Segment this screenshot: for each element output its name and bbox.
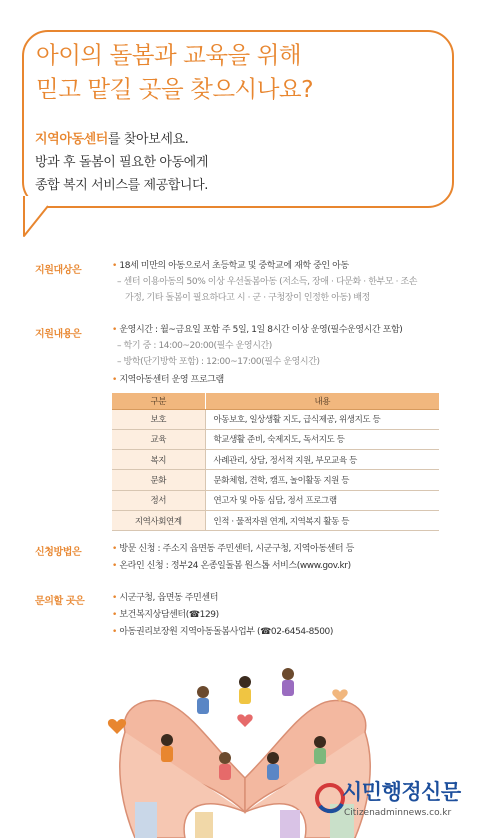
intro-highlight: 지역아동센터 <box>35 132 108 147</box>
target-sub-2: 가정, 기타 돌봄이 필요하다고 시 · 군 · 구청장이 인정한 아동) 배정 <box>125 293 370 303</box>
contact-item-1 <box>112 592 218 604</box>
contact-item-2 <box>112 609 219 621</box>
table-row <box>112 470 439 490</box>
content-item-2-text: 지역아동센터 운영 프로그램 <box>119 375 224 385</box>
target-item-1 <box>112 260 349 272</box>
section-label-content: 지원내용은 <box>35 329 82 340</box>
table-header-category: 구분 <box>112 393 205 409</box>
section-label-apply: 신청방법은 <box>35 547 82 558</box>
bullet-icon: • <box>112 375 120 385</box>
table-row <box>112 450 439 470</box>
logo-url: Citizenadminnews.co.kr <box>344 808 452 818</box>
bullet-icon: • <box>112 261 120 271</box>
content-item-1-text: 운영시간 : 월~금요일 포함 주 5일, 1일 8시간 이상 운영(필수운영시간 포함) <box>119 325 403 335</box>
table-cell-category: 정서 <box>112 490 205 510</box>
table-header-content: 내용 <box>205 393 439 409</box>
intro-text <box>35 128 208 197</box>
headline-line-2: 믿고 맡길 곳을 찾으시나요? <box>36 75 314 103</box>
table-cell-content: 인적 · 물적자원 연계, 지역복지 활동 등 <box>205 510 439 530</box>
table-cell-category: 문화 <box>112 470 205 490</box>
bullet-icon: • <box>112 325 120 335</box>
table-cell-category: 교육 <box>112 429 205 449</box>
bullet-icon: • <box>112 544 120 554</box>
section-label-target: 지원대상은 <box>35 265 82 276</box>
content-item-1 <box>112 324 402 336</box>
table-header-row <box>112 393 439 409</box>
apply-item-1-text: 방문 신청 : 주소지 읍면동 주민센터, 시군구청, 지역아동센터 등 <box>119 544 354 554</box>
contact-item-3 <box>112 626 333 638</box>
intro-line-1: 를 찾아보세요. <box>107 132 189 147</box>
table-row <box>112 490 439 510</box>
headline <box>36 38 313 106</box>
table-cell-category: 지역사회연계 <box>112 510 205 530</box>
table-cell-content: 사례관리, 상담, 정서적 지원, 부모교육 등 <box>205 450 439 470</box>
section-label-contact: 문의할 곳은 <box>35 596 85 607</box>
bullet-icon: • <box>112 593 120 603</box>
target-sub-1: – 센터 이용아동의 50% 이상 우선돌봄아동 (저소득, 장애 · 다문화 · 한부모 · 조손 <box>117 277 418 287</box>
bullet-icon: • <box>112 610 120 620</box>
table-cell-content: 아동보호, 일상생활 지도, 급식제공, 위생지도 등 <box>205 409 439 429</box>
bullet-icon: • <box>112 627 120 637</box>
table-row <box>112 510 439 530</box>
table-cell-content: 문화체험, 견학, 캠프, 놀이활동 지원 등 <box>205 470 439 490</box>
content-sub-2: – 방학(단기방학 포함) : 12:00~17:00(필수 운영시간) <box>117 357 320 367</box>
contact-item-2-text: 보건복지상담센터(☎129) <box>119 610 219 620</box>
apply-item-2-text: 온라인 신청 : 정부24 온종일돌봄 원스톱 서비스(www.gov.kr) <box>119 561 351 571</box>
table-cell-category: 복지 <box>112 450 205 470</box>
apply-item-2 <box>112 560 351 572</box>
headline-line-1: 아이의 돌봄과 교육을 위해 <box>36 41 302 69</box>
table-cell-content: 연고자 및 아동 심담, 정서 프로그램 <box>205 490 439 510</box>
intro-line-2: 방과 후 돌봄이 필요한 아동에게 <box>35 155 208 170</box>
intro-line-3: 종합 복지 서비스를 제공합니다. <box>35 178 208 193</box>
contact-item-3-text: 아동권리보장원 지역아동돌봄사업부 (☎02-6454-8500) <box>119 627 333 637</box>
target-item-1-text: 18세 미만의 아동으로서 초등학교 및 중학교에 재학 중인 아동 <box>119 261 349 271</box>
logo-name: 시민행정신문 <box>342 780 461 804</box>
table-cell-category: 보호 <box>112 409 205 429</box>
content-item-2 <box>112 374 224 386</box>
table-row <box>112 409 439 429</box>
program-table <box>112 393 439 531</box>
contact-item-1-text: 시군구청, 읍면동 주민센터 <box>119 593 218 603</box>
table-row <box>112 429 439 449</box>
bullet-icon: • <box>112 561 120 571</box>
apply-item-1 <box>112 543 354 555</box>
speech-bubble-tail <box>22 196 62 238</box>
table-cell-content: 학교생활 준비, 숙제지도, 독서지도 등 <box>205 429 439 449</box>
content-sub-1: – 학기 중 : 14:00~20:00(필수 운영시간) <box>117 341 272 351</box>
